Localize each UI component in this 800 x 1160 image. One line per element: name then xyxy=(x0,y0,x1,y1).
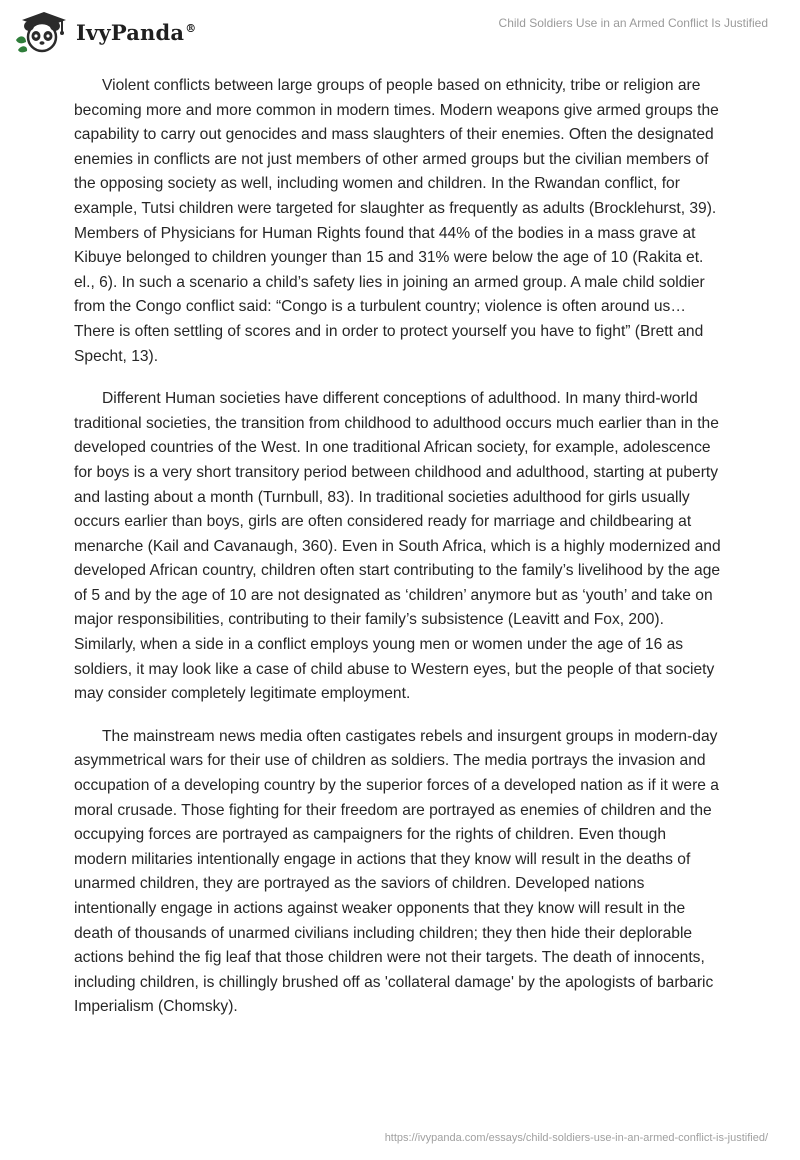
page-header xyxy=(0,0,800,60)
panda-graduation-cap-icon xyxy=(14,10,66,54)
essay-body xyxy=(74,74,722,1038)
paragraph-3: The mainstream news media often castigates rebels and insurgent groups in modern-day asymmetrical wars for their use of children as soldiers. The media portrays the invasion and occupation of a developing country by the superior forces of a developed nation as if it were a moral crusade. Those fighting for their freedom are portrayed as enemies of children and the occupying forces are portrayed as campaigners for the rights of children. Even though modern militaries intentionally engage in actions that they know will result in the deaths of unarmed children, they are portrayed as the saviors of children. Developed nations intentionally engage in actions against weaker opponents that they know will result in the death of thousands of unarmed civilians including children; they then hide their deplorable actions behind the fig leaf that those children were not their targets. The death of innocents, including children, is chillingly brushed off as 'collateral damage' by the apologists of barbaric Imperialism (Chomsky). xyxy=(74,727,719,1016)
paragraph-1: Violent conflicts between large groups of people based on ethnicity, tribe or religion are becoming more and more common in modern times. Modern weapons give armed groups the capability to carry out genocides and mass slaughters of their enemies. Often the designated enemies in conflicts are not just members of other armed groups but the civilian members of the opposing society as well, including women and children. In the Rwandan conflict, for example, Tutsi children were targeted for slaughter as frequently as adults (Brocklehurst, 39). Members of Physicians for Human Rights found that 44% of the bodies in a mass grave at Kibuye belonged to children younger than 15 and 31% were below the age of 10 (Rakita et. el., 6). In such a scenario a child’s safety lies in joining an armed group. A male child soldier from the Congo conflict said: “Congo is a turbulent country; violence is often around us…There is often settling of scores and in order to protect yourself you have to fight” (Brett and Specht, 13). xyxy=(74,77,719,365)
source-url[interactable]: https://ivypanda.com/essays/child-soldiers-use-in-an-armed-conflict-is-justified/ xyxy=(384,1132,768,1144)
document-title: Child Soldiers Use in an Armed Conflict Is Justified xyxy=(498,16,768,30)
brand-name: IvyPanda® xyxy=(76,19,197,45)
paragraph-2: Different Human societies have different conceptions of adulthood. In many third-world traditional societies, the transition from childhood to adulthood occurs much earlier than in the developed countries of the West. In one traditional African society, for example, adolescence for boys is a very short transitory period between childhood and adulthood, starting at puberty and lasting about a month (Turnbull, 83). In traditional societies adulthood for girls usually occurs earlier than boys, girls are often considered ready for marriage and childbearing at menarche (Kail and Cavanaugh, 360). Even in South Africa, which is a highly modernized and developed African country, children often start contributing to the family’s livelihood by the age of 5 and by the age of 10 are not designated as ‘children’ anymore but as ‘youth’ and take on major responsibilities, contributing to their family’s subsistence (Leavitt and Fox, 200). Similarly, when a side in a conflict employs young men or women under the age of 16 as soldiers, it may look like a case of child abuse to Western eyes, but the people of that society may consider completely legitimate employment. xyxy=(74,390,721,703)
brand-logo[interactable] xyxy=(14,10,196,54)
registered-mark: ® xyxy=(185,21,197,35)
